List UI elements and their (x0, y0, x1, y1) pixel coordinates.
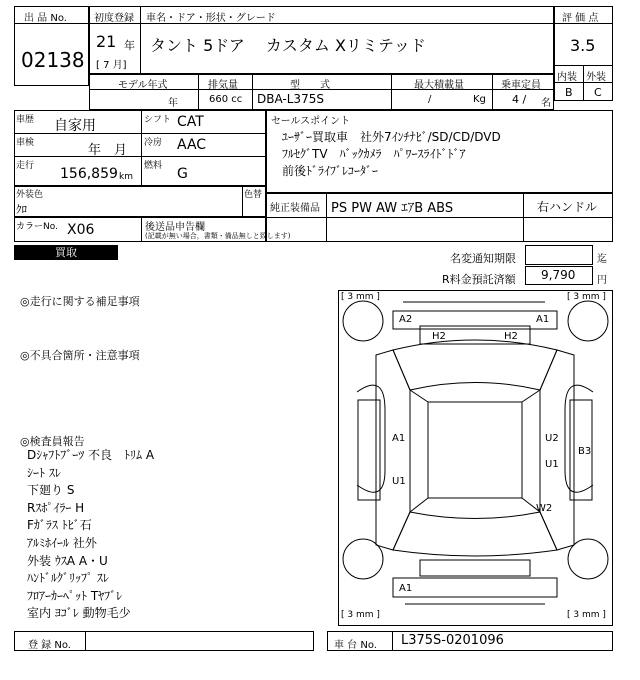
displacement-value: 660 cc (209, 94, 243, 105)
model-label: 型 式 (290, 80, 330, 91)
sales-line-1: ﾕｰｻﾞｰ買取車 社外7ｲﾝﾁﾅﾋﾞ/SD/CD/DVD (282, 130, 501, 144)
lot-no: 02138 (21, 48, 85, 72)
first-reg-month: [ 7 月] (96, 60, 127, 71)
displacement-label: 排気量 (208, 80, 238, 91)
inspector-report-line: ﾌﾛｱｰｶｰﾍﾟｯﾄ Tﾔﾌﾞﾚ (27, 588, 123, 603)
damage-mark-left-front-door: A1 (392, 433, 406, 444)
tire-label-rear-right: [ 3 mm ] (567, 610, 606, 620)
handle-value: 右ハンドル (537, 200, 598, 214)
repaint-label: 色替 (244, 190, 263, 200)
capacity-unit: 名 (541, 98, 551, 109)
vehicle-name: タント 5ドア カスタム Xリミテッド (150, 36, 426, 55)
history-value: 自家用 (54, 118, 96, 134)
color-no-value: X06 (67, 222, 95, 238)
details-box (14, 110, 266, 186)
max-load-value: / (428, 94, 432, 105)
inspector-report-label: ◎検査員報告 (20, 435, 85, 448)
model-year-label: モデル年式 (118, 80, 168, 91)
sales-label: セールスポイント (271, 116, 351, 127)
color-box (14, 186, 266, 217)
ac-value: AAC (177, 137, 207, 153)
interior-grade: B (565, 86, 573, 99)
damage-mark-headlight-right: H2 (504, 331, 518, 342)
grade-label: 評 価 点 (562, 13, 599, 24)
capacity-label: 乗車定員 (501, 80, 541, 91)
inspection-value: 年 月 (88, 143, 128, 158)
running-notes-label: ◎走行に関する補足事項 (20, 295, 140, 308)
damage-mark-right-front-door: U2 (545, 433, 559, 444)
damage-mark-headlight-left: H2 (432, 331, 446, 342)
first-reg-year: 21 (96, 32, 117, 51)
damage-mark-right-quarter: B3 (578, 446, 592, 457)
lot-no-label: 出 品 No. (24, 13, 67, 24)
capacity-value: 4 / (512, 93, 527, 106)
damage-mark-right-rear-wheel: W2 (536, 503, 553, 514)
post-note: (記載が無い場合，書類・備品無しと致します) (145, 232, 291, 240)
max-load-unit: Kg (473, 94, 486, 105)
damage-mark-right-rear-door: U1 (545, 459, 559, 470)
tire-label-rear-left: [ 3 mm ] (341, 610, 380, 620)
sales-line-3: 前後ﾄﾞﾗｲﾌﾞﾚｺｰﾀﾞｰ (282, 164, 379, 178)
defect-notes-label: ◎不具合箇所・注意事項 (20, 349, 140, 362)
post-label: 後送品申告欄 (145, 222, 205, 233)
mileage-value: 156,859 (60, 166, 118, 182)
history-label: 車歴 (16, 115, 35, 125)
equipment-label: 純正装備品 (270, 203, 320, 214)
damage-mark-front-bumper-left: A2 (399, 314, 413, 325)
first-reg-label: 初度登録 (94, 13, 134, 24)
inspector-report-line: ｼｰﾄ ｽﾚ (27, 465, 61, 480)
recycle-unit: 円 (597, 275, 607, 286)
damage-mark-left-rear-door: U1 (392, 476, 406, 487)
exterior-label: 外装 (586, 72, 606, 83)
ac-label: 冷房 (144, 138, 163, 148)
mileage-label: 走行 (16, 161, 35, 171)
color-no-label: カラーNo. (16, 222, 58, 232)
chassis-no: L375S-0201096 (401, 633, 504, 648)
name-change-unit: 迄 (597, 254, 607, 265)
reg-no-label: 登 録 No. (28, 640, 71, 651)
name-change-field (525, 245, 593, 265)
tire-label-front-right: [ 3 mm ] (567, 292, 606, 302)
inspector-report-line: 下廻り S (27, 483, 75, 498)
inspector-report-line: Fｶﾞﾗｽ ﾄﾋﾞ石 (27, 518, 92, 533)
exterior-color-label: 外装色 (16, 190, 44, 200)
equipment-value: PS PW AW ｴｱB ABS (331, 201, 454, 216)
sales-line-2: ﾌﾙｾｸﾞTV ﾊﾞｯｸｶﾒﾗ ﾊﾟﾜｰｽﾗｲﾄﾞﾄﾞｱ (282, 147, 466, 161)
inspector-report-line: Dｼｬﾌﾄﾌﾞｰﾂ 不良 ﾄﾘﾑ A (27, 448, 155, 462)
shift-label: シフト (144, 115, 172, 125)
model-year-unit: 年 (168, 98, 178, 109)
max-load-label: 最大積載量 (414, 80, 464, 91)
exterior-color-value: ｸﾛ (16, 203, 27, 216)
car-diagram-frame (338, 290, 613, 626)
shift-value: CAT (177, 114, 204, 130)
fuel-value: G (177, 166, 188, 182)
inspector-report-line: 室内 ﾖｺﾞﾚ 動物毛少 (27, 606, 131, 621)
recycle-value: 9,790 (541, 268, 576, 282)
mileage-unit: km (119, 172, 133, 182)
recycle-label: R料金預託済額 (442, 273, 516, 286)
grade-value: 3.5 (570, 36, 596, 55)
interior-label: 内装 (557, 72, 577, 83)
inspector-report-line: 外装 ｳｽA A・U (27, 553, 108, 568)
fuel-label: 燃料 (144, 161, 163, 171)
buy-badge: 買取 (14, 245, 118, 260)
damage-mark-front-bumper-right: A1 (536, 314, 550, 325)
year-unit: 年 (124, 39, 135, 52)
tire-label-front-left: [ 3 mm ] (341, 292, 380, 302)
exterior-grade: C (594, 86, 602, 99)
model-value: DBA-L375S (257, 92, 324, 106)
vehicle-title-label: 車名・ドア・形状・グレード (146, 13, 276, 24)
inspection-label: 車検 (16, 138, 35, 148)
chassis-label: 車 台 No. (334, 640, 377, 651)
damage-mark-rear-bumper: A1 (399, 583, 413, 594)
inspector-report-line: Rｽﾎﾟｲﾗｰ H (27, 500, 85, 515)
inspector-report-line: ﾊﾝﾄﾞﾙｸﾞﾘｯﾌﾟ ｽﾚ (27, 571, 109, 586)
name-change-label: 名変通知期限 (450, 252, 516, 265)
inspector-report-line: ｱﾙﾐﾎｲｰﾙ 社外 (27, 536, 97, 550)
